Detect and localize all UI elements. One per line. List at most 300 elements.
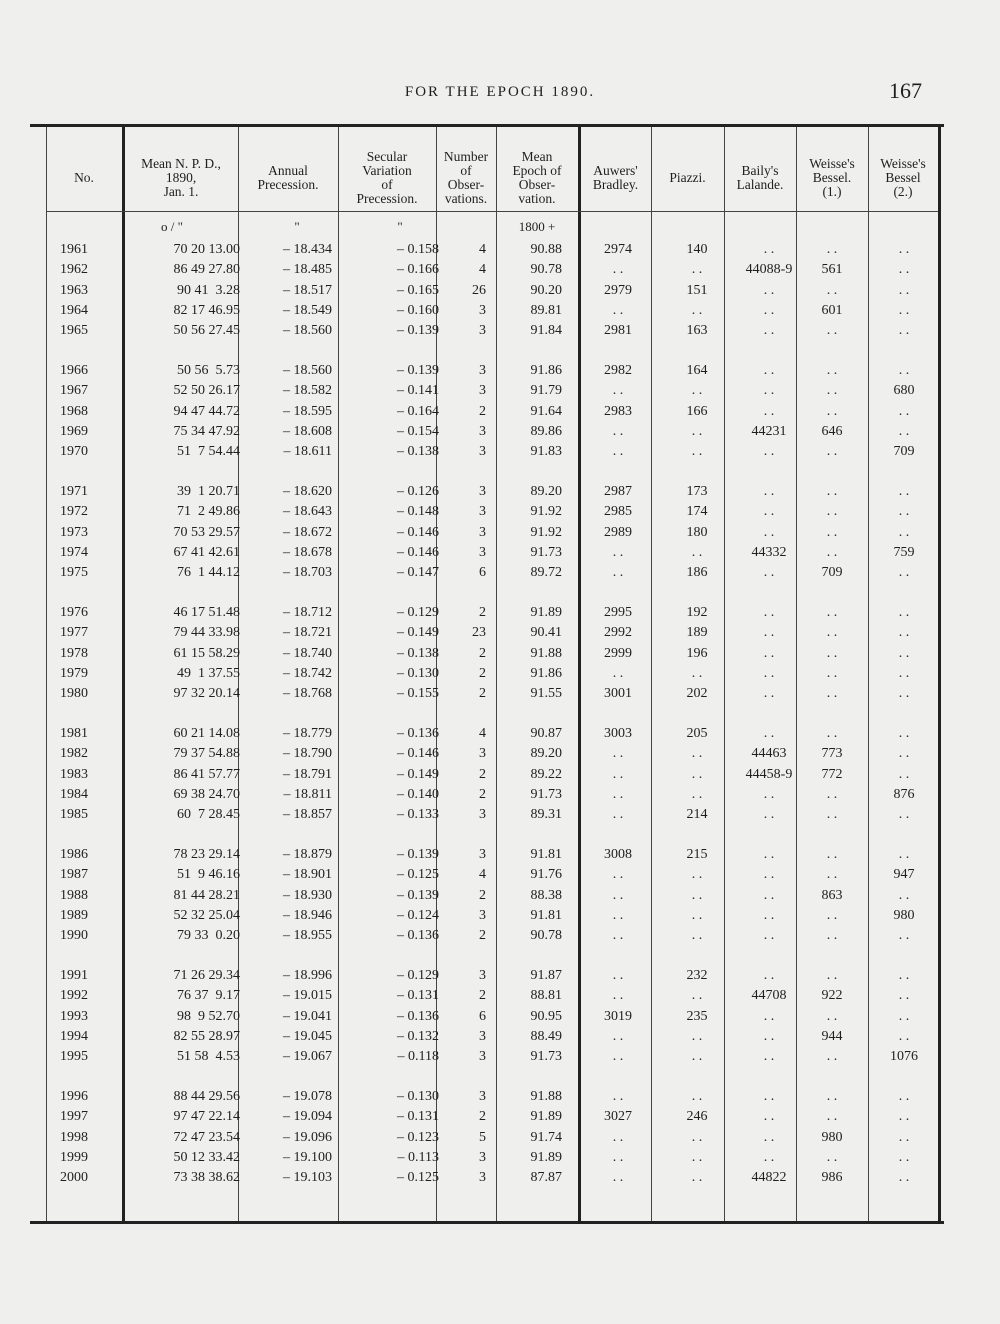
- secular-variation-cell: – 0.164: [397, 403, 439, 419]
- row-number-cell: 1963: [60, 282, 88, 298]
- number-of-observations-cell: 3: [479, 544, 486, 560]
- number-of-observations-cell: 3: [479, 1170, 486, 1186]
- row-number-cell: 1965: [60, 323, 88, 339]
- mean-epoch-cell: 91.76: [530, 867, 562, 883]
- weisse-bessel-2-cell: . .: [898, 504, 910, 520]
- annual-precession-cell: – 18.790: [283, 746, 332, 762]
- row-number-cell: 1974: [60, 544, 88, 560]
- number-of-observations-cell: 2: [479, 786, 486, 802]
- piazzi-cell: . .: [691, 1149, 703, 1165]
- mean-npd-cell: 98 9 52.70: [177, 1008, 240, 1024]
- auwers-bradley-cell: 2989: [604, 524, 632, 540]
- weisse-bessel-1-cell: 772: [821, 766, 843, 782]
- piazzi-cell: 166: [686, 403, 708, 419]
- mean-epoch-cell: 91.86: [530, 363, 562, 378]
- baily-lalande-cell: 44463: [751, 746, 787, 762]
- mean-npd-cell: 61 15 58.29: [173, 645, 240, 661]
- weisse-bessel-1-cell: . .: [826, 867, 838, 883]
- number-of-observations-cell: 23: [472, 625, 486, 641]
- annual-precession-cell: – 18.549: [283, 302, 332, 318]
- table-row: [30, 744, 944, 764]
- mean-npd-cell: 88 44 29.56: [173, 1089, 240, 1104]
- table-row: [30, 845, 944, 865]
- auwers-bradley-cell: 2974: [604, 242, 632, 257]
- weisse-bessel-1-cell: 561: [821, 262, 843, 278]
- secular-variation-cell: – 0.147: [397, 565, 439, 581]
- baily-lalande-cell: . .: [763, 1028, 775, 1044]
- number-of-observations-cell: 4: [479, 867, 486, 883]
- piazzi-cell: . .: [691, 786, 703, 802]
- number-of-observations-cell: 3: [479, 363, 486, 378]
- unit-secular: ": [397, 219, 403, 234]
- row-number-cell: 1979: [60, 665, 88, 681]
- number-of-observations-cell: 2: [479, 766, 486, 782]
- weisse-bessel-1-cell: . .: [826, 242, 838, 257]
- baily-lalande-cell: 44708: [751, 988, 787, 1004]
- annual-precession-cell: – 18.485: [283, 262, 332, 278]
- number-of-observations-cell: 4: [479, 262, 486, 278]
- mean-epoch-cell: 91.73: [530, 1049, 562, 1065]
- mean-npd-cell: 78 23 29.14: [173, 847, 240, 862]
- header-npd: Mean N. P. D., 1890, Jan. 1.: [141, 156, 221, 199]
- mean-npd-cell: 70 20 13.00: [173, 242, 240, 257]
- mean-npd-cell: 49 1 37.55: [177, 665, 240, 681]
- number-of-observations-cell: 2: [479, 988, 486, 1004]
- mean-npd-cell: 50 56 27.45: [173, 323, 240, 339]
- table-row: [30, 1148, 944, 1168]
- table-row: [30, 886, 944, 906]
- piazzi-cell: . .: [691, 544, 703, 560]
- table-row: [30, 986, 944, 1006]
- page-number: 167: [889, 78, 922, 103]
- weisse-bessel-2-cell: . .: [898, 928, 910, 944]
- weisse-bessel-1-cell: . .: [826, 1149, 838, 1165]
- weisse-bessel-2-cell: . .: [898, 847, 910, 862]
- weisse-bessel-2-cell: 759: [893, 544, 915, 560]
- weisse-bessel-2-cell: 980: [893, 907, 915, 923]
- annual-precession-cell: – 18.946: [283, 907, 332, 923]
- auwers-bradley-cell: . .: [612, 565, 624, 581]
- secular-variation-cell: – 0.130: [397, 1089, 439, 1104]
- weisse-bessel-2-cell: . .: [898, 524, 910, 540]
- mean-epoch-cell: 91.64: [530, 403, 562, 419]
- row-number-cell: 1992: [60, 988, 88, 1004]
- number-of-observations-cell: 2: [479, 645, 486, 661]
- table-row: [30, 865, 944, 885]
- baily-lalande-cell: . .: [763, 1089, 775, 1104]
- row-number-cell: 1975: [60, 565, 88, 581]
- piazzi-cell: 151: [686, 282, 708, 298]
- weisse-bessel-1-cell: 773: [821, 746, 843, 762]
- auwers-bradley-cell: . .: [612, 1129, 624, 1145]
- annual-precession-cell: – 19.045: [283, 1028, 332, 1044]
- mean-epoch-cell: 90.78: [530, 262, 562, 278]
- weisse-bessel-1-cell: . .: [826, 645, 838, 661]
- secular-variation-cell: – 0.125: [397, 1170, 439, 1186]
- table-row: [30, 664, 944, 684]
- baily-lalande-cell: . .: [763, 323, 775, 339]
- weisse-bessel-1-cell: . .: [826, 383, 838, 399]
- header-epoch: Mean Epoch of Obser- vation.: [512, 149, 562, 206]
- mean-npd-cell: 75 34 47.92: [173, 423, 240, 439]
- weisse-bessel-2-cell: . .: [898, 565, 910, 581]
- auwers-bradley-cell: . .: [612, 1170, 624, 1186]
- number-of-observations-cell: 3: [479, 323, 486, 339]
- secular-variation-cell: – 0.136: [397, 928, 439, 944]
- auwers-bradley-cell: . .: [612, 383, 624, 399]
- row-number-cell: 1993: [60, 1008, 88, 1024]
- table-row: [30, 1007, 944, 1027]
- weisse-bessel-2-cell: . .: [898, 665, 910, 681]
- weisse-bessel-2-cell: . .: [898, 484, 910, 499]
- table-row: [30, 321, 944, 341]
- piazzi-cell: 173: [686, 484, 708, 499]
- weisse-bessel-1-cell: . .: [826, 444, 838, 460]
- weisse-bessel-1-cell: . .: [826, 625, 838, 641]
- mean-epoch-cell: 89.20: [530, 746, 562, 762]
- mean-epoch-cell: 89.81: [530, 302, 562, 318]
- piazzi-cell: 163: [686, 323, 708, 339]
- annual-precession-cell: – 18.740: [283, 645, 332, 661]
- piazzi-cell: 202: [686, 686, 708, 702]
- row-number-cell: 1984: [60, 786, 88, 802]
- secular-variation-cell: – 0.129: [397, 605, 439, 620]
- mean-epoch-cell: 91.92: [530, 504, 562, 520]
- piazzi-cell: . .: [691, 302, 703, 318]
- piazzi-cell: . .: [691, 383, 703, 399]
- piazzi-cell: . .: [691, 887, 703, 903]
- mean-epoch-cell: 91.89: [530, 1149, 562, 1165]
- piazzi-cell: 246: [686, 1109, 708, 1125]
- mean-npd-cell: 72 47 23.54: [173, 1129, 240, 1145]
- weisse-bessel-2-cell: . .: [898, 968, 910, 983]
- number-of-observations-cell: 3: [479, 807, 486, 823]
- number-of-observations-cell: 2: [479, 1109, 486, 1125]
- row-number-cell: 2000: [60, 1170, 88, 1186]
- row-number-cell: 1972: [60, 504, 88, 520]
- secular-variation-cell: – 0.154: [397, 423, 439, 439]
- weisse-bessel-2-cell: 876: [893, 786, 915, 802]
- auwers-bradley-cell: . .: [612, 887, 624, 903]
- secular-variation-cell: – 0.146: [397, 524, 439, 540]
- weisse-bessel-2-cell: . .: [898, 323, 910, 339]
- piazzi-cell: 214: [686, 807, 708, 823]
- unit-annual: ": [294, 219, 300, 234]
- table-row: [30, 805, 944, 825]
- weisse-bessel-1-cell: 922: [821, 988, 843, 1004]
- mean-epoch-cell: 91.88: [530, 1089, 562, 1104]
- weisse-bessel-1-cell: . .: [826, 363, 838, 378]
- annual-precession-cell: – 18.611: [283, 444, 332, 460]
- secular-variation-cell: – 0.146: [397, 746, 439, 762]
- table-row: [30, 240, 944, 260]
- header-baily: Baily's Lalande.: [736, 163, 784, 192]
- row-number-cell: 1981: [60, 726, 88, 741]
- number-of-observations-cell: 2: [479, 887, 486, 903]
- secular-variation-cell: – 0.165: [397, 282, 439, 298]
- baily-lalande-cell: . .: [763, 242, 775, 257]
- baily-lalande-cell: . .: [763, 907, 775, 923]
- row-number-cell: 1988: [60, 887, 88, 903]
- mean-npd-cell: 76 37 9.17: [177, 988, 240, 1004]
- baily-lalande-cell: . .: [763, 383, 775, 399]
- piazzi-cell: . .: [691, 444, 703, 460]
- annual-precession-cell: – 18.930: [283, 887, 332, 903]
- annual-precession-cell: – 18.955: [283, 928, 332, 944]
- baily-lalande-cell: . .: [763, 524, 775, 540]
- unit-epoch: 1800 +: [518, 219, 556, 234]
- mean-npd-cell: 67 41 42.61: [173, 544, 240, 560]
- baily-lalande-cell: . .: [763, 1109, 775, 1125]
- weisse-bessel-1-cell: . .: [826, 323, 838, 339]
- mean-epoch-cell: 91.81: [530, 907, 562, 923]
- weisse-bessel-2-cell: . .: [898, 363, 910, 378]
- mean-epoch-cell: 91.55: [530, 686, 562, 702]
- baily-lalande-cell: . .: [763, 726, 775, 741]
- auwers-bradley-cell: . .: [612, 544, 624, 560]
- piazzi-cell: . .: [691, 262, 703, 278]
- secular-variation-cell: – 0.130: [397, 665, 439, 681]
- number-of-observations-cell: 3: [479, 444, 486, 460]
- baily-lalande-cell: . .: [763, 665, 775, 681]
- number-of-observations-cell: 6: [479, 1008, 486, 1024]
- table-row: [30, 442, 944, 462]
- weisse-bessel-2-cell: . .: [898, 1089, 910, 1104]
- number-of-observations-cell: 5: [479, 1129, 486, 1145]
- baily-lalande-cell: . .: [763, 686, 775, 702]
- secular-variation-cell: – 0.131: [397, 1109, 439, 1125]
- secular-variation-cell: – 0.133: [397, 807, 439, 823]
- mean-epoch-cell: 91.88: [530, 645, 562, 661]
- mean-npd-cell: 60 7 28.45: [177, 807, 240, 823]
- number-of-observations-cell: 2: [479, 403, 486, 419]
- annual-precession-cell: – 18.721: [283, 625, 332, 641]
- mean-epoch-cell: 91.74: [530, 1129, 562, 1145]
- annual-precession-cell: – 18.560: [283, 363, 332, 378]
- table-row: [30, 1027, 944, 1047]
- table-row: [30, 1107, 944, 1127]
- number-of-observations-cell: 3: [479, 1089, 486, 1104]
- row-number-cell: 1968: [60, 403, 88, 419]
- number-of-observations-cell: 6: [479, 565, 486, 581]
- mean-npd-cell: 46 17 51.48: [173, 605, 240, 620]
- secular-variation-cell: – 0.160: [397, 302, 439, 318]
- auwers-bradley-cell: 3008: [604, 847, 632, 862]
- mean-epoch-cell: 91.84: [530, 323, 562, 339]
- secular-variation-cell: – 0.129: [397, 968, 439, 983]
- weisse-bessel-1-cell: . .: [826, 786, 838, 802]
- auwers-bradley-cell: . .: [612, 867, 624, 883]
- weisse-bessel-2-cell: . .: [898, 1109, 910, 1125]
- mean-epoch-cell: 90.20: [530, 282, 562, 298]
- secular-variation-cell: – 0.139: [397, 887, 439, 903]
- row-number-cell: 1971: [60, 484, 88, 499]
- weisse-bessel-2-cell: . .: [898, 1028, 910, 1044]
- weisse-bessel-1-cell: . .: [826, 605, 838, 620]
- mean-epoch-cell: 89.22: [530, 766, 562, 782]
- weisse-bessel-2-cell: 1076: [890, 1049, 918, 1065]
- mean-npd-cell: 86 41 57.77: [173, 766, 240, 782]
- mean-epoch-cell: 90.88: [530, 242, 562, 257]
- auwers-bradley-cell: 2992: [604, 625, 632, 641]
- annual-precession-cell: – 18.672: [283, 524, 332, 540]
- annual-precession-cell: – 19.094: [283, 1109, 332, 1125]
- auwers-bradley-cell: 3003: [604, 726, 632, 741]
- auwers-bradley-cell: 2983: [604, 403, 632, 419]
- annual-precession-cell: – 18.901: [283, 867, 332, 883]
- row-number-cell: 1985: [60, 807, 88, 823]
- weisse-bessel-1-cell: . .: [826, 968, 838, 983]
- baily-lalande-cell: . .: [763, 504, 775, 520]
- annual-precession-cell: – 18.434: [283, 242, 332, 257]
- piazzi-cell: . .: [691, 1170, 703, 1186]
- mean-npd-cell: 94 47 44.72: [173, 403, 240, 419]
- number-of-observations-cell: 3: [479, 383, 486, 399]
- baily-lalande-cell: . .: [763, 847, 775, 862]
- mean-npd-cell: 82 17 46.95: [173, 302, 240, 318]
- row-number-cell: 1987: [60, 867, 88, 883]
- weisse-bessel-2-cell: . .: [898, 242, 910, 257]
- header-no: No.: [74, 170, 94, 185]
- piazzi-cell: 196: [686, 645, 708, 661]
- row-number-cell: 1983: [60, 766, 88, 782]
- baily-lalande-cell: . .: [763, 807, 775, 823]
- row-number-cell: 1961: [60, 242, 88, 257]
- mean-npd-cell: 71 2 49.86: [177, 504, 240, 520]
- row-number-cell: 1996: [60, 1089, 88, 1104]
- weisse-bessel-2-cell: . .: [898, 403, 910, 419]
- piazzi-cell: . .: [691, 867, 703, 883]
- secular-variation-cell: – 0.136: [397, 726, 439, 741]
- row-number-cell: 1967: [60, 383, 88, 399]
- header-weisse-1: Weisse's Bessel. (1.): [809, 156, 855, 199]
- weisse-bessel-1-cell: . .: [826, 807, 838, 823]
- baily-lalande-cell: . .: [763, 928, 775, 944]
- secular-variation-cell: – 0.139: [397, 363, 439, 378]
- piazzi-cell: . .: [691, 988, 703, 1004]
- row-number-cell: 1989: [60, 907, 88, 923]
- mean-npd-cell: 51 58 4.53: [177, 1049, 240, 1065]
- mean-epoch-cell: 91.73: [530, 544, 562, 560]
- secular-variation-cell: – 0.113: [397, 1149, 439, 1165]
- number-of-observations-cell: 2: [479, 605, 486, 620]
- weisse-bessel-1-cell: . .: [826, 686, 838, 702]
- auwers-bradley-cell: . .: [612, 746, 624, 762]
- table-row: [30, 260, 944, 280]
- annual-precession-cell: – 18.595: [283, 403, 332, 419]
- weisse-bessel-1-cell: . .: [826, 282, 838, 298]
- weisse-bessel-2-cell: . .: [898, 988, 910, 1004]
- weisse-bessel-2-cell: . .: [898, 262, 910, 278]
- auwers-bradley-cell: . .: [612, 807, 624, 823]
- row-number-cell: 1964: [60, 302, 88, 318]
- weisse-bessel-1-cell: 601: [821, 302, 843, 318]
- number-of-observations-cell: 3: [479, 907, 486, 923]
- annual-precession-cell: – 18.791: [283, 766, 332, 782]
- row-number-cell: 1977: [60, 625, 88, 641]
- baily-lalande-cell: . .: [763, 1049, 775, 1065]
- annual-precession-cell: – 18.879: [283, 847, 332, 862]
- weisse-bessel-2-cell: . .: [898, 282, 910, 298]
- auwers-bradley-cell: . .: [612, 665, 624, 681]
- piazzi-cell: . .: [691, 766, 703, 782]
- mean-epoch-cell: 91.79: [530, 383, 562, 399]
- number-of-observations-cell: 3: [479, 423, 486, 439]
- number-of-observations-cell: 2: [479, 686, 486, 702]
- weisse-bessel-2-cell: . .: [898, 423, 910, 439]
- annual-precession-cell: – 18.742: [283, 665, 332, 681]
- annual-precession-cell: – 18.996: [283, 968, 332, 983]
- weisse-bessel-2-cell: 947: [893, 867, 915, 883]
- baily-lalande-cell: . .: [763, 282, 775, 298]
- weisse-bessel-2-cell: . .: [898, 807, 910, 823]
- table-row: [30, 724, 944, 744]
- auwers-bradley-cell: 3019: [604, 1008, 632, 1024]
- baily-lalande-cell: 44231: [751, 423, 787, 439]
- mean-epoch-cell: 91.87: [530, 968, 562, 983]
- mean-epoch-cell: 89.20: [530, 484, 562, 499]
- piazzi-cell: 189: [686, 625, 708, 641]
- mean-epoch-cell: 88.38: [530, 887, 562, 903]
- secular-variation-cell: – 0.158: [397, 242, 439, 257]
- weisse-bessel-1-cell: . .: [826, 847, 838, 862]
- annual-precession-cell: – 19.078: [283, 1089, 332, 1104]
- number-of-observations-cell: 3: [479, 504, 486, 520]
- weisse-bessel-2-cell: . .: [898, 686, 910, 702]
- piazzi-cell: 140: [686, 242, 708, 257]
- baily-lalande-cell: . .: [763, 363, 775, 378]
- row-number-cell: 1973: [60, 524, 88, 540]
- baily-lalande-cell: . .: [763, 1129, 775, 1145]
- baily-lalande-cell: . .: [763, 484, 775, 499]
- mean-npd-cell: 81 44 28.21: [173, 887, 240, 903]
- secular-variation-cell: – 0.126: [397, 484, 439, 499]
- weisse-bessel-1-cell: . .: [826, 665, 838, 681]
- annual-precession-cell: – 18.582: [283, 383, 332, 399]
- baily-lalande-cell: . .: [763, 786, 775, 802]
- annual-precession-cell: – 18.678: [283, 544, 332, 560]
- mean-npd-cell: 71 26 29.34: [173, 968, 240, 983]
- piazzi-cell: . .: [691, 907, 703, 923]
- mean-epoch-cell: 88.49: [530, 1028, 562, 1044]
- mean-npd-cell: 50 12 33.42: [173, 1149, 240, 1165]
- row-number-cell: 1990: [60, 928, 88, 944]
- row-number-cell: 1998: [60, 1129, 88, 1145]
- weisse-bessel-2-cell: . .: [898, 887, 910, 903]
- table-row: [30, 684, 944, 704]
- weisse-bessel-1-cell: . .: [826, 1089, 838, 1104]
- weisse-bessel-2-cell: . .: [898, 1170, 910, 1186]
- mean-epoch-cell: 90.41: [530, 625, 562, 641]
- number-of-observations-cell: 3: [479, 1049, 486, 1065]
- table-row: [30, 765, 944, 785]
- weisse-bessel-1-cell: . .: [826, 403, 838, 419]
- table-row: [30, 906, 944, 926]
- table-row: [30, 543, 944, 563]
- number-of-observations-cell: 3: [479, 302, 486, 318]
- secular-variation-cell: – 0.166: [397, 262, 439, 278]
- weisse-bessel-2-cell: 680: [893, 383, 915, 399]
- annual-precession-cell: – 18.779: [283, 726, 332, 741]
- mean-epoch-cell: 91.89: [530, 1109, 562, 1125]
- auwers-bradley-cell: . .: [612, 262, 624, 278]
- weisse-bessel-1-cell: 986: [821, 1170, 843, 1186]
- secular-variation-cell: – 0.132: [397, 1028, 439, 1044]
- table-row: [30, 563, 944, 583]
- weisse-bessel-2-cell: . .: [898, 766, 910, 782]
- baily-lalande-cell: . .: [763, 625, 775, 641]
- mean-epoch-cell: 87.87: [530, 1170, 562, 1186]
